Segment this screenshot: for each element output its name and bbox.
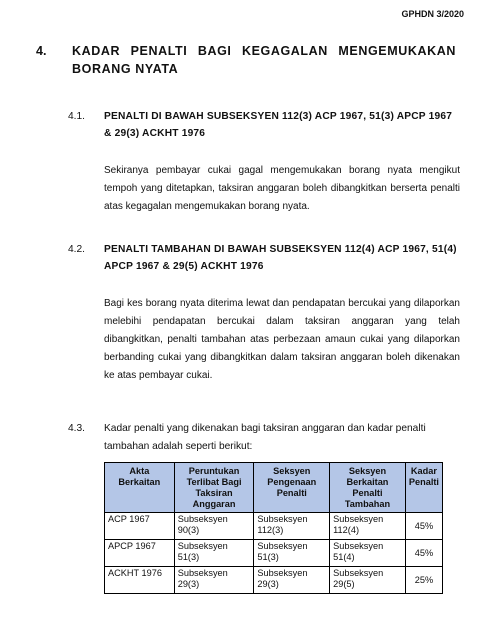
table-cell: Subseksyen 51(3) (254, 540, 330, 567)
table-cell: ACP 1967 (105, 513, 175, 540)
subsection-4-2-paragraph: Bagi kes borang nyata diterima lewat dan pendapatan bercukai yang dilaporkan melebihi pendapatan bercukai dalam taksiran anggaran yang telah dibangkitkan, penalti tambahan atas perbezaan amaun cukai yang dilaporkan berbanding cukai yang dibangkitkan dalam taksiran anggaran boleh dikenakan ke atas pembayar cukai. (104, 298, 460, 381)
penalty-rate: 45% (405, 540, 442, 567)
subsection-4-2-heading (68, 241, 460, 275)
table-cell: Subseksyen 29(5) (330, 567, 406, 594)
section-number: 4. (36, 44, 47, 58)
table-row (105, 567, 443, 594)
table-cell: Subseksyen 112(3) (254, 513, 330, 540)
table-cell: Subseksyen 90(3) (174, 513, 254, 540)
document-reference: GPHDN 3/2020 (401, 9, 464, 19)
table-cell: APCP 1967 (105, 540, 175, 567)
section-4-heading (36, 42, 456, 78)
subsection-intro: Kadar penalti yang dikenakan bagi taksiran anggaran dan kadar penalti tambahan adalah seperti berikut: (104, 423, 426, 452)
subsection-title: PENALTI DI BAWAH SUBSEKSYEN 112(3) ACP 1967, 51(3) APCP 1967 & 29(3) ACKHT 1976 (104, 111, 453, 139)
penalty-rates-table (104, 462, 443, 594)
table-row (105, 540, 443, 567)
table-cell: Subseksyen 29(3) (254, 567, 330, 594)
subsection-number: 4.3. (68, 423, 85, 434)
table-cell: Subseksyen 51(4) (330, 540, 406, 567)
subsection-4-1-heading (68, 108, 460, 142)
table-cell: Subseksyen 51(3) (174, 540, 254, 567)
subsection-number: 4.1. (68, 111, 85, 122)
column-header: Akta Berkaitan (105, 463, 175, 513)
subsection-4-1-paragraph: Sekiranya pembayar cukai gagal mengemukakan borang nyata mengikut tempoh yang ditetapkan, taksiran anggaran boleh dibangkitkan berserta penalti atas kegagalan mengemukakan borang nyata. (104, 165, 460, 212)
column-header: Peruntukan Terlibat Bagi Taksiran Anggaran (174, 463, 254, 513)
table-cell: Subseksyen 112(4) (330, 513, 406, 540)
column-header: Seksyen Pengenaan Penalti (254, 463, 330, 513)
table-row (105, 513, 443, 540)
penalty-rate: 45% (405, 513, 442, 540)
table-header-row (105, 463, 443, 513)
penalty-rate: 25% (405, 567, 442, 594)
table-cell: ACKHT 1976 (105, 567, 175, 594)
section-title: KADAR PENALTI BAGI KEGAGALAN MENGEMUKAKAN BORANG NYATA (72, 44, 456, 76)
table-cell: Subseksyen 29(3) (174, 567, 254, 594)
column-header: Kadar Penalti (405, 463, 442, 513)
subsection-title: PENALTI TAMBAHAN DI BAWAH SUBSEKSYEN 112(4) ACP 1967, 51(4) APCP 1967 & 29(5) ACKHT 1976 (104, 244, 457, 272)
column-header: Seksyen Berkaitan Penalti Tambahan (330, 463, 406, 513)
subsection-4-3 (68, 420, 460, 456)
subsection-number: 4.2. (68, 244, 85, 255)
